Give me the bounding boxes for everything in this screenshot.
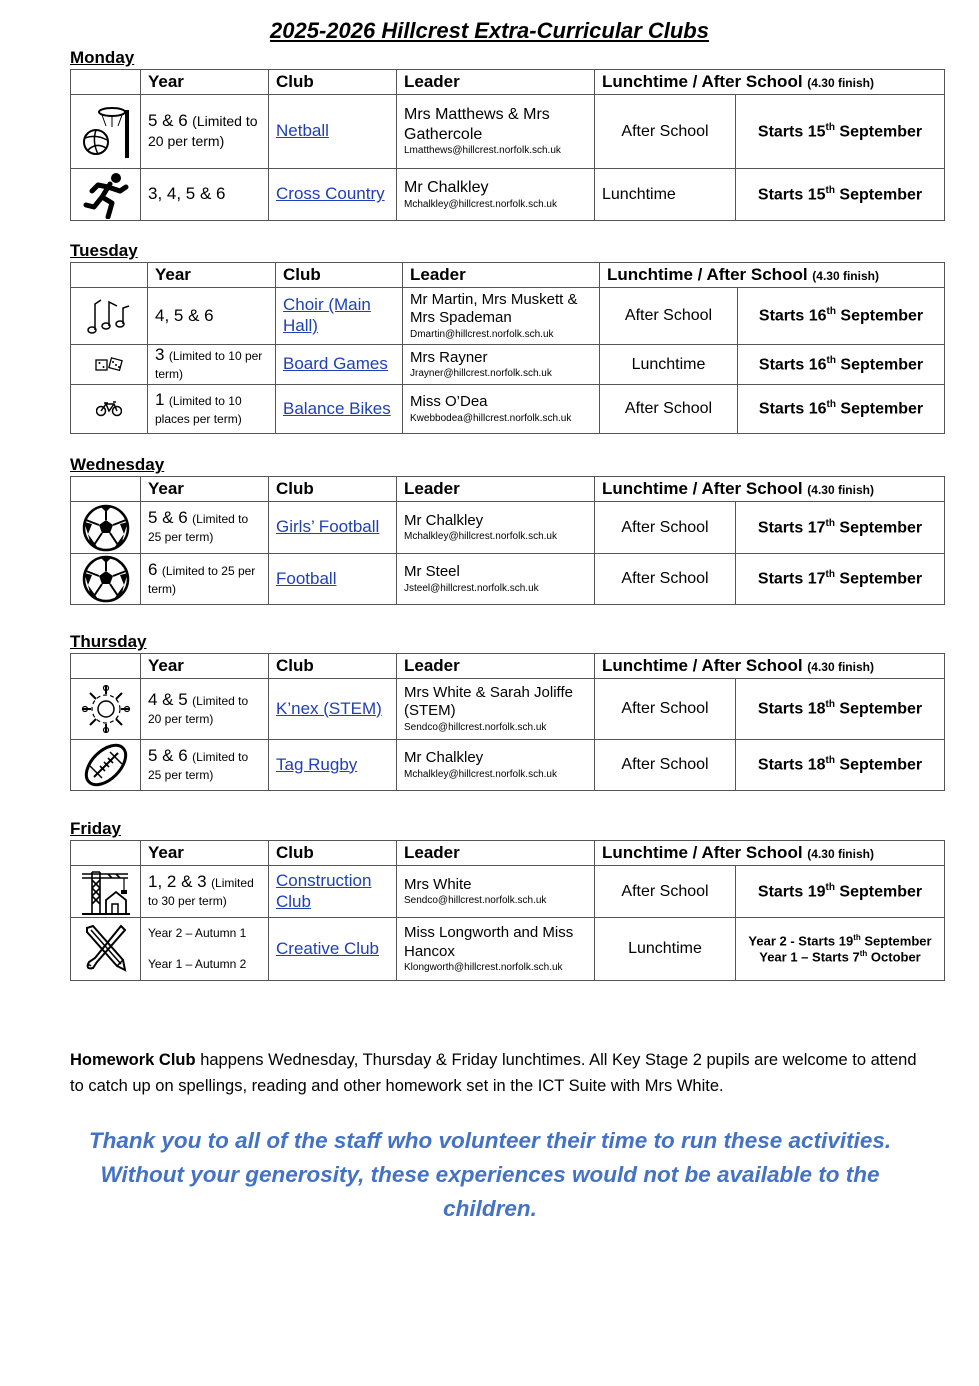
table-header-row [71, 654, 945, 679]
year-cell [141, 918, 269, 981]
year-value: 1 [155, 389, 165, 409]
table-row [71, 385, 945, 434]
header-year: Year [141, 654, 269, 679]
leader-name: Miss O’Dea [410, 393, 488, 411]
start-month: September [834, 700, 923, 718]
day-heading-friday: Friday [70, 819, 122, 838]
year-cell [148, 288, 276, 345]
leader-cell [397, 169, 595, 221]
start-date-line [743, 949, 937, 965]
club-cell [276, 385, 403, 434]
start-month: September [835, 355, 924, 373]
start-date-cell [736, 918, 945, 981]
start-date: Starts 18 [757, 756, 826, 774]
start-date-cell [736, 554, 945, 605]
header-year: Year [141, 70, 269, 95]
year-value: 6 [148, 559, 158, 579]
year-note: (Limited to 20 per term) [148, 113, 258, 150]
leader-name: Mr Martin, Mrs Muskett & Mrs Spademan [410, 291, 578, 327]
dice-icon [71, 345, 148, 385]
music-notes-icon [71, 288, 148, 345]
start-month: September [834, 185, 923, 203]
time-cell: Lunchtime [600, 345, 738, 385]
year-cell [141, 554, 269, 605]
table-header-row [71, 263, 945, 288]
leader-cell [403, 345, 600, 385]
leader-email: Dmartin@hillcrest.norfolk.sch.uk [410, 328, 554, 340]
runner-icon [71, 169, 141, 221]
start-date-ordinal: th [859, 949, 868, 959]
header-time [595, 654, 945, 679]
leader-name: Mr Steel [404, 563, 460, 581]
start-date-cell [736, 169, 945, 221]
header-leader: Leader [397, 477, 595, 502]
leader-cell [403, 385, 600, 434]
start-date-ordinal: th [825, 517, 835, 529]
start-date-ordinal: th [826, 399, 836, 411]
year-line: Year 2 – Autumn 1 [148, 926, 247, 940]
year-cell [141, 740, 269, 791]
schedule-table-friday [70, 840, 945, 981]
leader-email: Jsteel@hillcrest.norfolk.sch.uk [404, 582, 539, 594]
club-cell [276, 345, 403, 385]
year-cell [141, 502, 269, 554]
club-link-balance-bikes[interactable]: Balance Bikes [283, 398, 391, 418]
start-month: October [867, 949, 921, 965]
header-time [595, 477, 945, 502]
leader-email: Mchalkley@hillcrest.norfolk.sch.uk [404, 768, 557, 780]
header-time [595, 841, 945, 866]
start-date-ordinal: th [825, 184, 835, 196]
header-time-note: (4.30 finish) [807, 846, 874, 861]
header-icon-cell [71, 70, 141, 95]
start-date: Starts 18 [757, 700, 826, 718]
year-note: (Limited to 25 per term) [148, 563, 256, 596]
club-cell [269, 169, 397, 221]
start-date-cell [738, 345, 945, 385]
club-cell [269, 866, 397, 918]
header-icon-cell [71, 654, 141, 679]
club-cell [269, 554, 397, 605]
table-header-row [71, 70, 945, 95]
schedule-table-wednesday [70, 476, 945, 605]
start-month: September [835, 400, 924, 418]
club-cell [269, 679, 397, 740]
start-date-ordinal: th [825, 881, 835, 893]
table-row [71, 866, 945, 918]
year-value: 5 & 6 [148, 508, 188, 528]
header-icon-cell [71, 263, 148, 288]
time-cell: After School [595, 554, 736, 605]
leader-name: Mr Chalkley [404, 511, 484, 529]
start-date: Starts 15 [757, 122, 826, 140]
start-date: Starts 17 [757, 570, 826, 588]
start-date-ordinal: th [853, 933, 861, 942]
club-cell [269, 918, 397, 981]
leader-email: Lmatthews@hillcrest.norfolk.sch.uk [404, 145, 561, 157]
leader-email: Mchalkley@hillcrest.norfolk.sch.uk [404, 531, 557, 543]
time-cell: Lunchtime [595, 918, 736, 981]
start-date-ordinal: th [826, 306, 836, 318]
year-value: 4 & 5 [148, 689, 188, 709]
start-date-cell [738, 385, 945, 434]
start-month: September [834, 756, 923, 774]
year-note: (Limited to 25 per term) [148, 749, 249, 782]
year-line: Year 1 – Autumn 2 [148, 957, 247, 972]
start-date-cell [738, 288, 945, 345]
time-cell: After School [600, 288, 738, 345]
rugby-ball-icon [71, 740, 141, 791]
leader-cell [397, 866, 595, 918]
leader-email: Klongworth@hillcrest.norfolk.sch.uk [404, 961, 563, 973]
day-heading-tuesday: Tuesday [70, 241, 138, 260]
year-value: 1, 2 & 3 [148, 872, 207, 892]
year-value: 5 & 6 [148, 745, 188, 765]
header-time-label: Lunchtime / After School [607, 264, 808, 284]
bike-icon [71, 385, 148, 434]
day-heading-thursday: Thursday [70, 632, 147, 651]
leader-name: Mrs White [404, 875, 472, 893]
leader-cell [403, 288, 600, 345]
year-cell [148, 385, 276, 434]
year-cell [141, 679, 269, 740]
start-date-line [743, 933, 937, 949]
header-time-note: (4.30 finish) [812, 268, 879, 283]
year-value: 5 & 6 [148, 111, 188, 131]
start-date-ordinal: th [825, 699, 835, 711]
header-year: Year [141, 477, 269, 502]
leader-name: Mrs Rayner [410, 348, 488, 366]
homework-club-title: Homework Club [70, 1051, 196, 1069]
header-leader: Leader [397, 654, 595, 679]
header-leader: Leader [403, 263, 600, 288]
start-date: Starts 16 [758, 355, 827, 373]
start-month: September [834, 518, 923, 536]
page-title: 2025-2026 Hillcrest Extra-Curricular Clubs [270, 18, 709, 43]
football-icon [71, 554, 141, 605]
club-link-construction[interactable]: Construction Club [276, 870, 372, 911]
schedule-table-thursday [70, 653, 945, 791]
club-cell [269, 502, 397, 554]
time-cell: After School [595, 95, 736, 169]
header-club: Club [269, 477, 397, 502]
year-note: (Limited to 30 per term) [148, 876, 254, 909]
club-cell [269, 95, 397, 169]
gear-icon [71, 679, 141, 740]
table-row [71, 288, 945, 345]
year-cell [141, 169, 269, 221]
header-time-label: Lunchtime / After School [602, 842, 803, 862]
start-date: Year 1 – Starts 7 [759, 949, 860, 965]
header-club: Club [269, 841, 397, 866]
time-cell: After School [595, 866, 736, 918]
leader-email: Jrayner@hillcrest.norfolk.sch.uk [410, 368, 552, 380]
leader-name: Mr Chalkley [404, 749, 484, 767]
leader-cell [397, 918, 595, 981]
homework-club-text: happens Wednesday, Thursday & Friday lunchtimes. All Key Stage 2 pupils are welcome to attend to catch up on spellings, reading and other homework set in the ICT Suite with Mrs White. [70, 1051, 917, 1095]
club-link-netball[interactable]: Netball [276, 121, 329, 141]
club-link-choir[interactable]: Choir (Main Hall) [283, 295, 371, 335]
start-date: Starts 16 [758, 400, 827, 418]
table-row [71, 502, 945, 554]
start-date: Starts 17 [757, 518, 826, 536]
leader-email: Sendco@hillcrest.norfolk.sch.uk [404, 721, 547, 733]
schedule-table-tuesday [70, 262, 945, 434]
leader-name: Mrs White & Sarah Joliffe (STEM) [404, 684, 573, 720]
leader-email: Kwebbodea@hillcrest.norfolk.sch.uk [410, 412, 572, 424]
year-value: 3, 4, 5 & 6 [148, 184, 226, 204]
football-icon [71, 502, 141, 554]
table-row [71, 345, 945, 385]
start-date-cell [736, 95, 945, 169]
table-row [71, 918, 945, 981]
club-link-football[interactable]: Football [276, 568, 337, 588]
day-heading-monday: Monday [70, 48, 135, 67]
header-club: Club [269, 654, 397, 679]
year-note: (Limited to 10 places per term) [155, 393, 242, 426]
start-date: Year 2 - Starts 19 [748, 933, 854, 949]
netball-icon [71, 95, 141, 169]
start-date-ordinal: th [825, 755, 835, 767]
thank-you-message: Thank you to all of the staff who volunteer their time to run these activities. Without your generosity, these experiences would not be available to the children. [88, 1128, 892, 1221]
club-cell [269, 740, 397, 791]
start-date-cell [736, 679, 945, 740]
start-date-cell [736, 502, 945, 554]
year-value: 3 [155, 345, 165, 365]
header-time [600, 263, 945, 288]
header-time-note: (4.30 finish) [807, 482, 874, 497]
start-month: September [834, 122, 923, 140]
header-icon-cell [71, 841, 141, 866]
leader-cell [397, 502, 595, 554]
start-date: Starts 19 [757, 882, 826, 900]
start-month: September [835, 307, 924, 325]
header-year: Year [148, 263, 276, 288]
year-note: (Limited to 25 per term) [148, 512, 249, 545]
time-cell: After School [595, 740, 736, 791]
club-link-cross-country[interactable]: Cross Country [276, 184, 385, 204]
leader-name: Mr Chalkley [404, 179, 489, 197]
table-row [71, 169, 945, 221]
leader-cell [397, 95, 595, 169]
day-heading-wednesday: Wednesday [70, 455, 165, 474]
leader-cell [397, 740, 595, 791]
header-time-label: Lunchtime / After School [602, 71, 803, 91]
club-link-tag-rugby[interactable]: Tag Rugby [276, 754, 358, 774]
year-note: (Limited to 20 per term) [148, 693, 249, 726]
time-cell: Lunchtime [595, 169, 736, 221]
crane-icon [71, 866, 141, 918]
start-date-cell [736, 866, 945, 918]
header-club: Club [269, 70, 397, 95]
header-leader: Leader [397, 841, 595, 866]
table-header-row [71, 477, 945, 502]
time-cell: After School [595, 502, 736, 554]
start-date-ordinal: th [825, 121, 835, 133]
header-time [595, 70, 945, 95]
start-month: September [834, 570, 923, 588]
leader-cell [397, 554, 595, 605]
table-row [71, 554, 945, 605]
year-note: (Limited to 10 per term) [155, 349, 263, 382]
leader-email: Mchalkley@hillcrest.norfolk.sch.uk [404, 198, 557, 210]
header-year: Year [141, 841, 269, 866]
table-row [71, 95, 945, 169]
year-cell [141, 95, 269, 169]
table-row [71, 679, 945, 740]
leader-email: Sendco@hillcrest.norfolk.sch.uk [404, 895, 547, 907]
start-date: Starts 15 [757, 185, 826, 203]
pencil-brush-icon [71, 918, 141, 981]
start-date-ordinal: th [825, 569, 835, 581]
start-month: September [860, 933, 932, 949]
homework-club-paragraph [70, 1047, 930, 1099]
time-cell: After School [600, 385, 738, 434]
start-month: September [834, 882, 923, 900]
header-time-label: Lunchtime / After School [602, 655, 803, 675]
year-cell [141, 866, 269, 918]
year-cell [148, 345, 276, 385]
club-cell [276, 288, 403, 345]
header-club: Club [276, 263, 403, 288]
club-link-knex[interactable]: K’nex (STEM) [276, 698, 382, 718]
time-cell: After School [595, 679, 736, 740]
leader-name: Mrs Matthews & Mrs Gathercole [404, 106, 550, 143]
start-date-cell [736, 740, 945, 791]
club-link-creative[interactable]: Creative Club [276, 938, 379, 958]
table-header-row [71, 841, 945, 866]
header-time-label: Lunchtime / After School [602, 478, 803, 498]
club-link-board-games[interactable]: Board Games [283, 354, 388, 374]
start-date-ordinal: th [826, 354, 836, 366]
start-date: Starts 16 [758, 307, 827, 325]
header-time-note: (4.30 finish) [807, 75, 874, 90]
year-value: 4, 5 & 6 [155, 305, 214, 325]
header-leader: Leader [397, 70, 595, 95]
header-time-note: (4.30 finish) [807, 659, 874, 674]
table-row [71, 740, 945, 791]
leader-name: Miss Longworth and Miss Hancox [404, 924, 574, 960]
club-link-girls-football[interactable]: Girls’ Football [276, 517, 380, 537]
header-icon-cell [71, 477, 141, 502]
leader-cell [397, 679, 595, 740]
schedule-table-monday [70, 69, 945, 221]
